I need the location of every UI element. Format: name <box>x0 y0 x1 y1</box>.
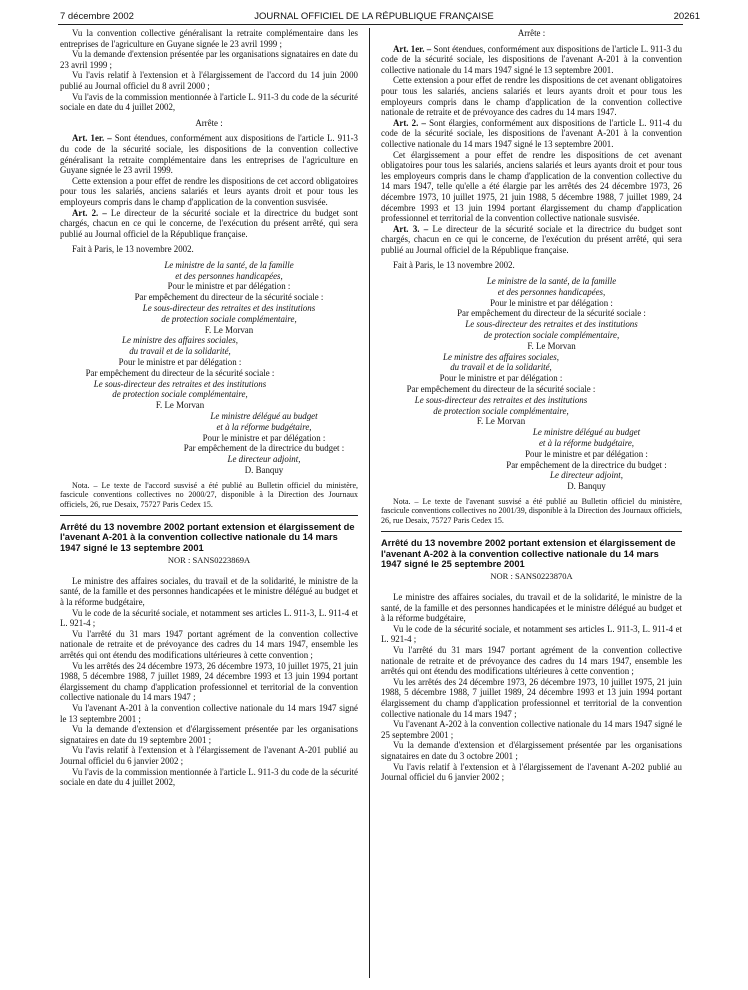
signature-line: Par empêchement du directeur de la sécurité sociale : <box>134 292 324 303</box>
article-text: Le directeur de la sécurité sociale et la directrice du budget sont chargés, chacun en ce qui le concerne, de l'exécution du présent arrêté, qui sera publié au Journal officiel de la République française. <box>381 223 682 255</box>
visa-paragraph: Le ministre des affaires sociales, du travail et de la solidarité, le ministre de la santé, de la famille et des personnes handicapées et le ministre délégué au budget et à la réforme budgétaire, <box>60 575 358 608</box>
article-1 <box>381 44 682 76</box>
header-rule <box>58 24 683 25</box>
signature-line: Pour le ministre et par délégation : <box>202 432 326 443</box>
signature-line: Pour le ministre et par délégation : <box>118 357 242 368</box>
signature-line: Le sous-directeur des retraites et des institutions <box>465 319 638 330</box>
left-column <box>60 28 358 788</box>
signature-block <box>60 335 300 411</box>
signature-block <box>60 260 358 336</box>
signature-line: et à la réforme budgétaire, <box>538 438 635 449</box>
visa-paragraph: Vu l'avis relatif à l'extension et à l'élargissement de l'accord du 14 juin 2000 publié au Journal officiel du 8 avril 2000 ; <box>60 70 358 91</box>
signature-line: et des personnes handicapées, <box>497 286 606 297</box>
signature-line: Le directeur adjoint, <box>227 454 301 465</box>
signature-line: Pour le ministre et par délégation : <box>525 448 648 459</box>
header-date: 7 décembre 2002 <box>60 11 134 22</box>
visa-paragraph: Vu l'avis relatif à l'extension et à l'élargissement de l'avenant A-202 publié au Journal officiel du 6 janvier 2002 ; <box>381 761 682 783</box>
signature-line: de protection sociale complémentaire, <box>112 389 248 400</box>
visa-paragraph: Vu la demande d'extension présentée par les organisations signataires en date du 23 avril 1999 ; <box>60 49 358 70</box>
signatory-name: F. Le Morvan <box>155 400 205 411</box>
visa-paragraph: Vu la convention collective généralisant la retraite complémentaire dans les entreprises de l'agriculture en Guyane signée le 23 avril 1999 ; <box>60 28 358 49</box>
signature-line: de protection sociale complémentaire, <box>161 313 297 324</box>
arrete-title: Arrêté du 13 novembre 2002 portant extension et élargissement de l'avenant A-201 à la convention collective nationale du 14 mars 1947 signé le 13 septembre 2001 <box>60 522 355 553</box>
signature-line: Le directeur adjoint, <box>550 470 623 481</box>
signatory-name: D. Banquy <box>244 465 284 476</box>
signature-line: Par empêchement du directeur de la sécurité sociale : <box>457 308 646 319</box>
signature-line: du travail et de la solidarité, <box>450 362 552 373</box>
signature-line: de protection sociale complémentaire, <box>433 405 569 416</box>
nota: Nota. – Le texte de l'accord susvisé a été publié au Bulletin officiel du ministère, fascicule conventions collectives no 2000/27, disponible à la Direction des Journaux officiels, 26, rue Desaix, 75727 Paris Cedex 15. <box>60 480 358 509</box>
signatory-name: F. Le Morvan <box>527 340 576 351</box>
visa-paragraph: Vu les arrêtés des 24 décembre 1973, 26 décembre 1973, 10 juillet 1975, 21 juin 1988, 5 décembre 1988, 7 juillet 1989, 24 décembre 1993 et 13 juin 1994 portant élargissement du champ d'application professionnel et territorial de la convention collective nationale du 14 mars 1947 ; <box>60 660 358 703</box>
article-label: Art. 1er. – <box>393 43 432 54</box>
article-text: Sont étendues, conformément aux dispositions de l'article L. 911-3 du code de la sécurité sociale, les dispositions de l'avenant A-201 à la convention collective nationale du 14 mars 1947 signé le 13 septembre 2001. <box>381 43 683 75</box>
visa-paragraph: Vu l'arrêté du 31 mars 1947 portant agrément de la convention collective nationale de retraite et de prévoyance des cadres du 14 mars 1947, ensemble les arrêtés qui ont étendu des modifications ultérieures à cette convention ; <box>60 628 358 660</box>
column-divider <box>369 28 370 978</box>
article-label: Art. 3. – <box>393 223 429 234</box>
visa-paragraph: Le ministre des affaires sociales, du travail et de la solidarité, le ministre de la santé, de la famille et des personnes handicapées et le ministre délégué au budget et à la réforme budgétaire, <box>381 592 682 624</box>
nor-reference: NOR : SANS0223870A <box>490 571 573 582</box>
article-label: Art. 1er. – <box>72 133 112 144</box>
signature-line: et des personnes handicapées, <box>175 270 283 281</box>
nor-reference: NOR : SANS0223869A <box>167 555 251 566</box>
signature-line: Le ministre de la santé, de la famille <box>486 276 617 287</box>
section-separator <box>60 515 358 516</box>
visa-paragraph: Vu l'avis de la commission mentionnée à l'article L. 911-3 du code de la sécurité sociale en date du 4 juillet 2002, <box>60 766 358 788</box>
signature-line: Le ministre délégué au budget <box>532 427 641 438</box>
article-label: Art. 2. – <box>393 117 426 128</box>
signature-line: Pour le ministre et par délégation : <box>439 373 563 384</box>
signature-line: Par empêchement de la directrice du budget : <box>506 459 667 470</box>
signature-line: du travail et de la solidarité, <box>129 346 231 357</box>
article-paragraph: Cette extension a pour effet de rendre les dispositions de cet accord obligatoires pour tous les salariés, anciens salariés et leurs ayants droit et pour tous les employeurs compris dans le champ d'application de la convention susvisée. <box>60 175 358 207</box>
right-column <box>381 28 682 783</box>
visa-paragraph: Vu l'avis relatif à l'extension et à l'élargissement de l'avenant A-201 publié au Journal officiel du 6 janvier 2002 ; <box>60 745 358 766</box>
signature-line: Le ministre de la santé, de la famille <box>164 259 294 270</box>
visa-paragraph: Vu l'avenant A-202 à la convention collective nationale du 14 mars 1947 signé le 25 septembre 2001 ; <box>381 719 682 740</box>
article-text: Le directeur de la sécurité sociale et la directrice du budget sont chargés, chacun en ce qui le concerne, de l'exécution du présent arrêté, qui sera publié au Journal officiel de la République française. <box>60 207 358 239</box>
visa-paragraph: Vu l'avenant A-201 à la convention collective nationale du 14 mars 1947 signé le 13 septembre 2001 ; <box>60 702 358 724</box>
fait-a-paris: Fait à Paris, le 13 novembre 2002. <box>72 244 194 255</box>
article-3 <box>381 224 682 256</box>
signatory-name: F. Le Morvan <box>204 324 254 335</box>
article-label: Art. 2. – <box>72 207 107 218</box>
nota: Nota. – Le texte de l'avenant susvisé a été publié au Bulletin officiel du ministère, fascicule conventions collectives no 2001/39, disponible à la Direction des Journaux officiels, 26, rue Desaix, 75727 Paris Cedex 15. <box>381 497 682 525</box>
signature-line: et à la réforme budgétaire, <box>216 421 312 432</box>
signatory-name: D. Banquy <box>567 481 606 492</box>
signature-line: Par empêchement du directeur de la sécurité sociale : <box>85 367 275 378</box>
signature-line: Le ministre des affaires sociales, <box>443 351 559 362</box>
visa-paragraph: Vu l'arrêté du 31 mars 1947 portant agrément de la convention collective nationale de retraite et de prévoyance des cadres du 14 mars 1947, ensemble les arrêtés qui ont étendu des modifications ultérieures à cette convention ; <box>381 645 682 677</box>
article-1 <box>60 133 358 175</box>
arrete-title: Arrêté du 13 novembre 2002 portant extension et élargissement de l'avenant A-202 à la convention collective nationale du 14 mars 1947 signé le 25 septembre 2001 <box>381 538 676 570</box>
signature-block <box>381 352 621 428</box>
signature-line: de protection sociale complémentaire, <box>483 330 620 341</box>
article-2 <box>381 118 682 150</box>
signature-line: Le ministre délégué au budget <box>210 411 318 422</box>
article-text: Sont étendues, conformément aux dispositions de l'article L. 911-3 du code de la sécurité sociale, les dispositions de la convention collective généralisant la retraite complémentaire dans les entreprises de l'agriculture en Guyane signée le 23 avril 1999. <box>60 133 358 176</box>
visa-paragraph: Vu l'avis de la commission mentionnée à l'article L. 911-3 du code de la sécurité sociale en date du 4 juillet 2002, <box>60 91 358 113</box>
article-paragraph: Cet élargissement a pour effet de rendre les dispositions de cet avenant obligatoires pour tous les salariés, anciens salariés et leurs ayants droit et pour tous les employeurs compris dans le champ d'application de la convention collective du 14 mars 1947, telle qu'elle a été élargie par les arrêtés des 24 décembre 1973, 26 décembre 1973, 10 juillet 1975, 21 juin 1988, 5 décembre 1988, 7 juillet 1989, 24 décembre 1993 et 13 juin 1994 portant élargissement du champ d'application professionnel et territorial de la convention collective nationale susvisée. <box>381 149 682 224</box>
visa-paragraph: Vu la demande d'extension et d'élargissement présentée par les organisations signataires en date du 3 octobre 2001 ; <box>381 740 682 761</box>
article-2 <box>60 208 358 240</box>
signature-line: Le ministre des affaires sociales, <box>122 335 238 346</box>
arrete-heading: Arrête : <box>195 117 223 128</box>
article-paragraph: Cette extension a pour effet de rendre les dispositions de cet avenant obligatoires pour tous les salariés, anciens salariés et leurs ayants droit et pour tous les employeurs compris dans le champ d'application de la convention collective nationale de retraite et de prévoyance des cadres du 14 mars 1947. <box>381 75 682 118</box>
signature-block <box>381 427 682 492</box>
fait-a-paris: Fait à Paris, le 13 novembre 2002. <box>393 260 515 271</box>
article-text: Sont élargies, conformément aux dispositions de l'article L. 911-4 du code de la sécurité sociale, les dispositions de l'avenant A-201 à la convention collective nationale du 14 mars 1947 signé le 13 septembre 2001. <box>381 117 682 149</box>
signature-line: Par empêchement de la directrice du budget : <box>183 443 345 454</box>
signatory-name: F. Le Morvan <box>476 416 526 427</box>
signature-line: Le sous-directeur des retraites et des institutions <box>414 394 588 405</box>
signature-block <box>60 411 358 476</box>
signature-line: Le sous-directeur des retraites et des institutions <box>142 303 316 314</box>
visa-paragraph: Vu la demande d'extension et d'élargissement présentée par les organisations signataires en date du 19 septembre 2001 ; <box>60 724 358 745</box>
section-separator <box>381 531 682 532</box>
signature-line: Pour le ministre et par délégation : <box>490 297 613 308</box>
signature-block <box>381 276 682 352</box>
visa-paragraph: Vu le code de la sécurité sociale, et notamment ses articles L. 911-3, L. 911-4 et L. 921-4 ; <box>381 623 682 645</box>
signature-line: Par empêchement du directeur de la sécurité sociale : <box>406 384 596 395</box>
signature-line: Pour le ministre et par délégation : <box>167 281 291 292</box>
header-page-number: 20261 <box>673 11 700 22</box>
header-journal-title: JOURNAL OFFICIEL DE LA RÉPUBLIQUE FRANÇAISE <box>254 11 494 22</box>
arrete-heading: Arrête : <box>517 28 546 38</box>
visa-paragraph: Vu les arrêtés des 24 décembre 1973, 26 décembre 1973, 10 juillet 1975, 21 juin 1988, 5 décembre 1988, 7 juillet 1989, 24 décembre 1993 et 13 juin 1994 portant élargissement du champ d'application professionnel et territorial de la convention collective nationale du 14 mars 1947 ; <box>381 676 682 719</box>
signature-line: Le sous-directeur des retraites et des institutions <box>93 378 267 389</box>
visa-paragraph: Vu le code de la sécurité sociale, et notamment ses articles L. 911-3, L. 911-4 et L. 921-4 ; <box>60 607 358 629</box>
